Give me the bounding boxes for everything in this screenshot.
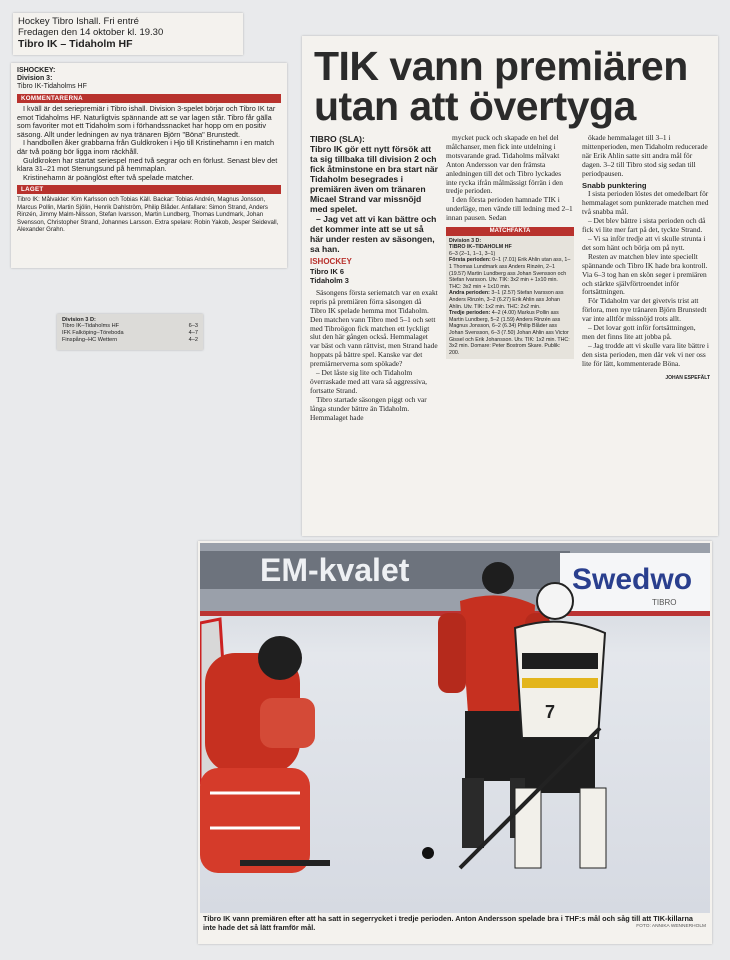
goalie-pads (200, 768, 310, 873)
article-paragraph: ökade hemmalaget till 3–1 i mittenperioden, men Tidaholm reducerade när Erik Ahlin satte sitt andra mål för dagen. 3–2 till Tibro stod sig sedan till periodpausen. (582, 134, 708, 178)
article-paragraph: Resten av matchen blev inte speciellt spännande och Tibro IK hade bra kontroll. Via 6–3 tog han en skön seger i premiären och stärkte självförtroendet inför fortsättningen. (582, 251, 708, 297)
preview-paragraph: Guldkroken har startat seriespel med två segrar och en förlust. Senast blev det klara 31–21 mot Stenungsund på hemmaplan. (17, 155, 278, 174)
sponsor-subtext: TIBRO (652, 598, 677, 607)
banner-text: EM-kvalet (260, 552, 410, 588)
sponsor-text: Swedwo (572, 563, 693, 596)
announcement-match: Tibro IK – Tidaholm HF (18, 38, 133, 50)
result-score: 4–7 (188, 329, 198, 336)
subheading: Snabb punktering (582, 180, 647, 190)
result-row (62, 337, 198, 344)
facts-division: Division 3 D: (449, 237, 482, 244)
puck (422, 847, 434, 859)
result-match: Finspång–HC Wettern (62, 336, 118, 343)
preview-kicker: ISHOCKEY: (17, 67, 56, 74)
ingress-quote: – Jag vet att vi kan bättre och det kommer inte att se ut så här under resten av säsongen, sa han. (310, 214, 437, 254)
result-score: 4–2 (188, 336, 198, 343)
preview-paragraph: Kristinehamn är poänglöst efter två spelade matcher. (23, 172, 194, 182)
result-match: Tibro IK–Tidaholms HF (62, 323, 120, 329)
preview-body (17, 105, 281, 182)
photo-credit: FOTO: ANNIKA WENNERHOLM (636, 924, 706, 929)
article-paragraph: Tibro startade säsongen piggt och var långa stunder bättre än Tidaholm. Hemmalaget hade (310, 394, 427, 422)
article-column-2 (446, 134, 574, 530)
result-score: 6–3 (188, 323, 198, 329)
article-column-3 (582, 134, 710, 530)
facts-match: TIBRO IK–TIDAHOLM HF (449, 244, 512, 251)
dateline: TIBRO (SLA): (310, 134, 365, 144)
ingress-text: Tibro IK gör ett nytt försök att ta sig tillbaka till division 2 och fick åtminstone en bra start när Tidaholm besegrades i premiären även om tränaren Micael Strand var missnöjd med spelet. (310, 144, 438, 214)
clipping-photo (198, 541, 712, 944)
announcement-line-date: Fredagen den 14 oktober kl. 19.30 (18, 27, 164, 38)
article-column-1 (310, 134, 438, 530)
announcement-line-venue: Hockey Tibro Ishall. Fri entré (18, 16, 139, 27)
facts-section-text: 0–1 (7.01) Erik Ahlin utan ass, 1–1 Thomas Lundmark ass Anders Rinzén, 2–1 (19.57) Martin Lundberg ass Johan Svensson och Stefan Ivarsson. Utv. TIK: 3x2 min + 1x10 min. THC: 3x2 min + 1x10 min. (449, 257, 571, 290)
photo-caption: Tibro IK vann premiären efter att ha satt in segerrycket i tredje perioden. Anton Andersson spelade bra i THF:s mål och såg till att TIK-killarna inte hade det så lätt framför mål. (203, 914, 693, 932)
article-paragraph: I den första perioden hamnade TIK i underläge, men vände till ledning med 2–1 innan pausen. Sedan (446, 195, 573, 223)
article-paragraph: – Vi sa inför tredje att vi skulle strunta i det som hänt och börja om på nytt. (582, 233, 706, 252)
score-away: Tidaholm 3 (310, 275, 349, 285)
facts-section (449, 310, 571, 356)
results-header: Division 3 D: (62, 317, 96, 323)
article-paragraph: Säsongens första seriematch var en exakt repris på premiären förra säsongen då Tibro IK spelade hemma mot Tidaholm. Den matchen vann Tibro med 5–1 och sett med Tibroögon fick matchen ett lyckligt slut den här gången också. Hemmalaget var bäst och vann rättvist, men Strand hade hoppats på bättre spel. Kanske var det premiärnerverna som spökade? (310, 287, 438, 369)
facts-section-label: Andra perioden: (449, 290, 490, 297)
article-paragraph: – Det lovar gott inför fortsättningen, men det finns lite att jobba på. (582, 323, 696, 341)
clipping-preview (11, 63, 287, 268)
article-paragraph: I sista perioden löstes det omedelbart för hemmalaget som punkterade matchen med två snabba mål. (582, 189, 709, 217)
facts-periods: 6–3 (2–1, 1–1, 3–1) (449, 250, 496, 257)
article-columns (310, 134, 710, 530)
article-paragraph: – Det blev bättre i sista perioden och då fick vi lite mer fart på det, tyckte Strand. (582, 216, 706, 235)
score-kicker: ISHOCKEY (310, 257, 352, 266)
result-row (62, 323, 198, 330)
article-paragraph: mycket puck och skapade en hel del målchanser, men fick inte utdelning i motsvarande grad. Tidaholms målvakt Anton Andersson var den främsta anledningen till det och Tibro lyckades inte rycka ifrån målmässigt förrän i den tredje perioden. (446, 134, 563, 196)
clipping-match-announcement (13, 13, 243, 55)
matchfakta-box (446, 227, 574, 359)
facts-section-text: 4–2 (4.00) Markus Pollin ass Martin Lundberg, 5–2 (1.59) Anders Rinzén ass Magnus Jonsson, 6–2 (6.34) Philip Blåder ass Johan Svensson, 6–3 (7.50) Johan Ahlin ass Victor Gissel och Erik Johansson. Utv. TIK: 1x2 min. THC: 3x2 min. Domare: Peter Bostrom Skare. Publik: 200. (449, 310, 570, 356)
facts-section-text: 3–1 (2.57) Stefan Ivarsson ass Anders Rinzén, 3–2 (6.27) Erik Ahlin ass Johan Ahlin. Utv. TIK: 1x2 min. THC: 2x2 min. (449, 290, 564, 310)
facts-section (449, 290, 571, 310)
hockey-photo (200, 543, 710, 913)
preview-match: Tibro IK-Tidaholms HF (17, 83, 87, 90)
goalie-helmet (258, 636, 302, 680)
goalie-glove (260, 698, 315, 748)
headline-line-2: utan att övertyga (314, 83, 636, 129)
headline-line-1: TIK vann premiären (314, 43, 688, 89)
matchfakta-header: MATCHFAKTA (446, 227, 574, 236)
facts-section (449, 257, 571, 290)
preview-paragraph: I handbollen åker grabbarna från Guldkroken i Hjo till Kristinehamn i en match där två poäng bör ligga inom räckhåll. (17, 138, 275, 156)
score-home: Tibro IK 6 (310, 266, 344, 276)
comment-header: KOMMENTARERNA (17, 94, 281, 103)
clipping-results (57, 314, 203, 350)
article-paragraph: För Tidaholm var det givetvis trist att förlora, men nye tränaren Björn Brunstedt var inte alltför missnöjd trots allt. (582, 296, 707, 324)
article-paragraph: – Det låste sig lite och Tidaholm överraskade med att vara så aggressiva, fortsatte Strand. (310, 368, 427, 395)
lineup-text: Tibro IK: Målvakter: Kim Karlsson och Tobias Käll. Backar: Tobias Andrén, Magnus Jonsson, Marcus Pollin, Martin Sjölin, Henrik Dahlström, Philip Blåder. Anfallare: Simon Strand, Anders Rinzén, Jimmy Malm-Nilsson, Stefan Ivarsson, Martin Lundberg, Thomas Lundmark, Johan Svensson, Christopher Strand, Johannes Larsson. Extra spelare: Robin Yakob, Jesper Seidevall, Alexander Grahn. (17, 196, 279, 233)
ingress (310, 134, 438, 254)
preview-paragraph: I kväll är det seriepremiär i Tibro ishall. Division 3-spelet börjar och Tibro IK tar emot Tidaholms HF. Naturligtvis spännande att se var lagen står. Tibro får gälla som favoriter mot ett Tidaholm som i förhandssnacket har hopp om en positiv säsong. Allt under ledningen av nya tränaren Björn "Böna" Brunstedt. (17, 104, 276, 139)
headline (314, 43, 710, 129)
facts-section-label: Första perioden: (449, 257, 491, 264)
lineup-header: LAGET (17, 185, 281, 194)
player-number: 7 (545, 702, 556, 722)
byline: JOHAN ESPEFÄLT (665, 374, 710, 381)
result-row (62, 330, 198, 337)
facts-section-label: Tredje perioden: (449, 310, 491, 317)
preview-division: Division 3: (17, 75, 53, 82)
result-match: IFK Falköping–Töreboda (62, 329, 124, 336)
article-paragraph: – Jag trodde att vi skulle vara lite bättre i den sista perioden, men där vek vi ner oss lite för lätt, kommenterade Böna. (582, 340, 709, 368)
clipping-article (302, 36, 718, 536)
